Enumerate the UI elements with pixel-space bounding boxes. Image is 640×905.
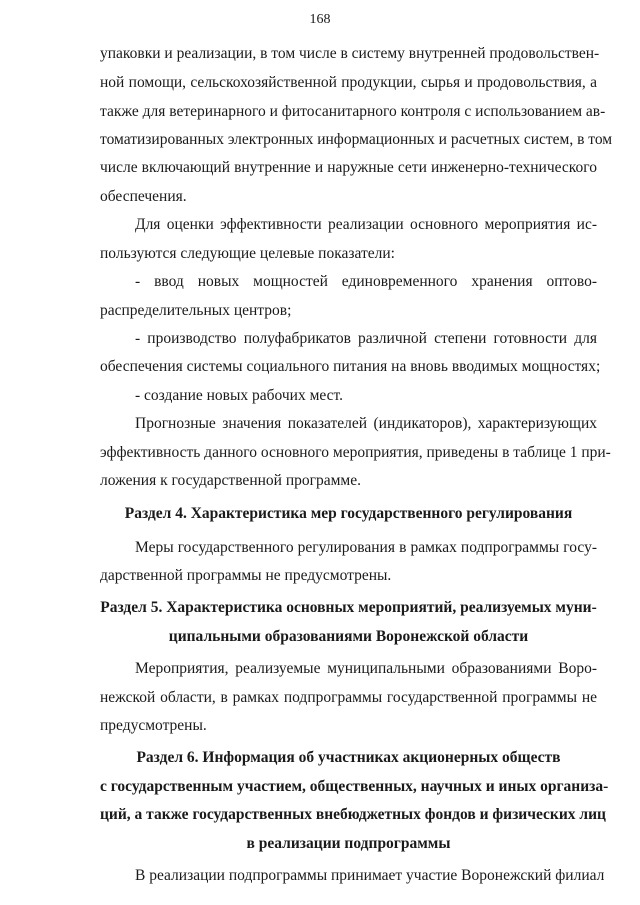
- text-line: Мероприятия, реализуемые муниципальными образованиями Воро-: [135, 660, 597, 677]
- text-line: - производство полуфабрикатов различной степени готовности для: [135, 330, 597, 347]
- text-line: Для оценки эффективности реализации основного мероприятия ис-: [135, 216, 597, 233]
- section-heading: Раздел 4. Характеристика мер государственного регулирования: [124, 505, 573, 522]
- text-line: В реализации подпрограммы принимает участие Воронежский филиал: [135, 867, 605, 884]
- section-heading: ций, а также государственных внебюджетных фондов и физических лиц: [100, 806, 606, 823]
- text-line: также для ветеринарного и фитосанитарного контроля с использованием ав-: [100, 103, 606, 120]
- text-line: обеспечения системы социального питания на вновь вводимых мощностях;: [100, 358, 601, 375]
- text-line: эффективность данного основного мероприятия, приведены в таблице 1 при-: [100, 444, 611, 461]
- text-line: ной помощи, сельскохозяйственной продукции, сырья и продовольствия, а: [100, 74, 597, 91]
- section-heading: с государственным участием, общественных, научных и иных организа-: [100, 778, 609, 795]
- text-line: числе включающий внутренние и наружные сети инженерно-технического: [100, 159, 597, 176]
- section-heading: в реализации подпрограммы: [246, 835, 451, 852]
- text-line: упаковки и реализации, в том числе в систему внутренней продовольствен-: [100, 45, 600, 62]
- text-line: обеспечения.: [100, 188, 187, 205]
- text-line: Прогнозные значения показателей (индикаторов), характеризующих: [135, 415, 597, 432]
- section-heading: Раздел 6. Информация об участниках акционерных обществ: [136, 749, 561, 766]
- page-number: 168: [309, 12, 331, 27]
- text-line: Меры государственного регулирования в рамках подпрограммы госу-: [135, 539, 597, 556]
- text-line: - ввод новых мощностей единовременного хранения оптово-: [135, 273, 597, 290]
- text-line: предусмотрены.: [100, 717, 207, 734]
- section-heading: Раздел 5. Характеристика основных мероприятий, реализуемых муни-: [100, 599, 597, 616]
- text-line: дарственной программы не предусмотрены.: [100, 567, 392, 584]
- text-line: распределительных центров;: [100, 302, 292, 319]
- text-line: ложения к государственной программе.: [100, 472, 361, 489]
- text-line: нежской области, в рамках подпрограммы государственной программы не: [100, 689, 597, 706]
- text-line: пользуются следующие целевые показатели:: [100, 245, 395, 262]
- text-line: - создание новых рабочих мест.: [135, 387, 344, 404]
- text-line: томатизированных электронных информационных и расчетных систем, в том: [100, 131, 613, 148]
- section-heading: ципальными образованиями Воронежской области: [168, 628, 529, 645]
